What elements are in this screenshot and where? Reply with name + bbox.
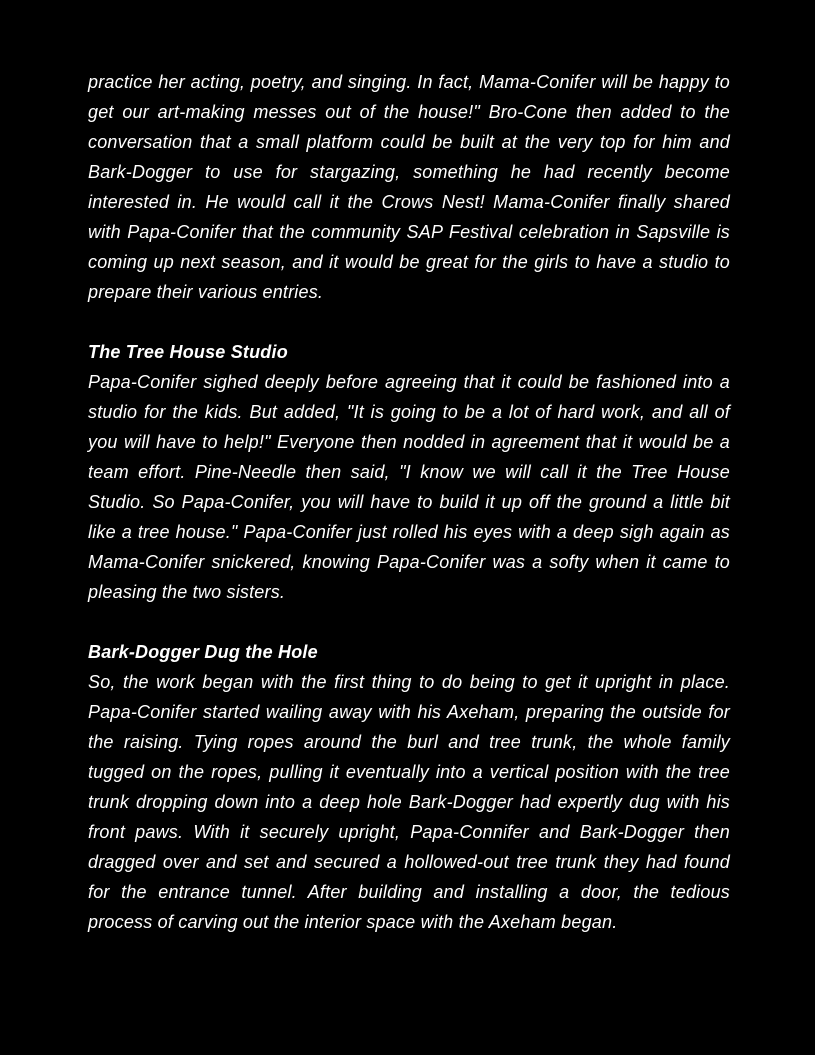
section-tree-house-studio <box>88 337 730 607</box>
section-heading-bark-dogger-dug-the-hole: Bark-Dogger Dug the Hole <box>88 642 318 662</box>
story-text-block <box>88 67 730 937</box>
section-bark-dogger-dug-the-hole <box>88 637 730 937</box>
paragraph-intro: practice her acting, poetry, and singing. In fact, Mama-Conifer will be happy to get our art-making messes out of the house!" Bro-Cone then added to the conversation that a small platform could be built at the very top for him and Bark-Dogger to use for stargazing, something he had recently become interested in. He would call it the Crows Nest! Mama-Conifer finally shared with Papa-Conifer that the community SAP Festival celebration in Sapsville is coming up next season, and it would be great for the girls to have a studio to prepare their various entries. <box>88 72 730 302</box>
section-body-bark-dogger-dug-the-hole: So, the work began with the first thing to do being to get it upright in place. Papa-Conifer started wailing away with his Axeham, preparing the outside for the raising. Tying ropes around the burl and tree trunk, the whole family tugged on the ropes, pulling it eventually into a vertical position with the tree trunk dropping down into a deep hole Bark-Dogger had expertly dug with his front paws. With it securely upright, Papa-Connifer and Bark-Dogger then dragged over and set and secured a hollowed-out tree trunk they had found for the entrance tunnel. After building and installing a door, the tedious process of carving out the interior space with the Axeham began. <box>88 672 730 932</box>
section-body-tree-house-studio: Papa-Conifer sighed deeply before agreeing that it could be fashioned into a studio for the kids. But added, "It is going to be a lot of hard work, and all of you will have to help!" Everyone then nodded in agreement that it would be a team effort. Pine-Needle then said, "I know we will call it the Tree House Studio. So Papa-Conifer, you will have to build it up off the ground a little bit like a tree house." Papa-Conifer just rolled his eyes with a deep sigh again as Mama-Conifer snickered, knowing Papa-Conifer was a softy when it came to pleasing the two sisters. <box>88 372 730 602</box>
section-heading-tree-house-studio: The Tree House Studio <box>88 342 288 362</box>
